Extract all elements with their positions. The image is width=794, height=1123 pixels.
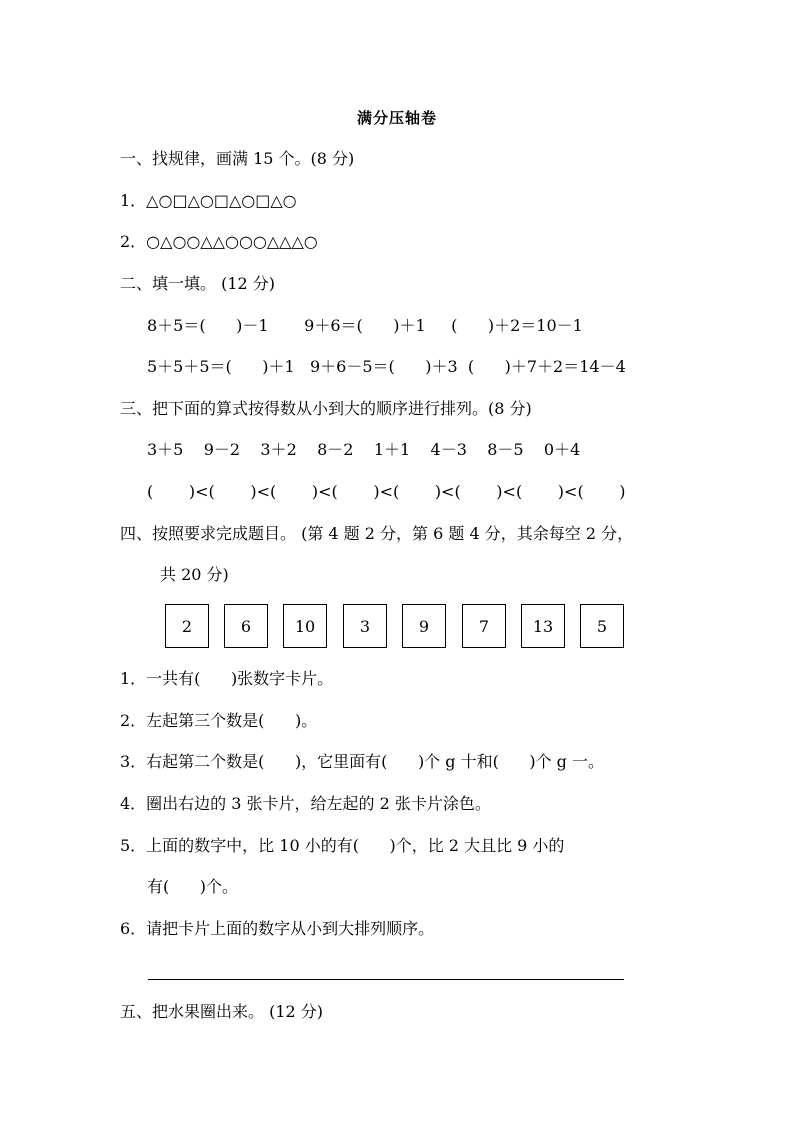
- number-card: 6: [224, 604, 268, 648]
- section1-heading: 一、找规律，画满 15 个。(8 分): [120, 149, 355, 168]
- section3-heading: 三、把下面的算式按得数从小到大的顺序进行排列。(8 分): [120, 399, 532, 418]
- section4-heading: 四、按照要求完成题目。 (第 4 题 2 分，第 6 题 4 分，其余每空 2 分，: [120, 524, 634, 543]
- answer-line: [148, 979, 624, 980]
- section5-heading: 五、把水果圈出来。 (12 分): [120, 1002, 324, 1021]
- section4-heading-continued: 共 20 分): [160, 565, 229, 584]
- section4-question-5: 5．上面的数字中，比 10 小的有( )个，比 2 大且比 9 小的: [120, 836, 565, 855]
- number-card: 10: [283, 604, 327, 648]
- page-title: 满分压轴卷: [356, 109, 437, 127]
- number-card: 7: [462, 604, 506, 648]
- section1-question-2: 2．○△○○△△○○○△△△○: [120, 232, 318, 251]
- section4-question-6: 6．请把卡片上面的数字从小到大排列顺序。: [120, 919, 435, 938]
- section4-question-1: 1．一共有( )张数字卡片。: [120, 669, 334, 688]
- number-card: 9: [402, 604, 446, 648]
- section2-row-2: 5＋5＋5＝( )＋1 9＋6－5＝( )＋3 ( )＋7＋2＝14－4: [147, 357, 626, 376]
- number-card: 3: [343, 604, 387, 648]
- number-card: 5: [580, 604, 624, 648]
- section3-order-blanks: ( )<( )<( )<( )<( )<( )<( )<( ): [147, 482, 626, 501]
- section4-question-5-continued: 有( )个。: [147, 877, 239, 896]
- section2-row-1: 8＋5＝( )－1 9＋6＝( )＋1 ( )＋2＝10－1: [147, 316, 583, 335]
- section4-question-4: 4．圈出右边的 3 张卡片，给左起的 2 张卡片涂色。: [120, 794, 491, 813]
- number-card: 2: [165, 604, 209, 648]
- section2-heading: 二、填一填。 (12 分): [120, 274, 276, 293]
- section4-question-3: 3．右起第二个数是( )，它里面有( )个 g 十和( )个 g 一。: [120, 752, 605, 771]
- section1-question-1: 1．△○□△○□△○□△○: [120, 191, 297, 210]
- section4-question-2: 2．左起第三个数是( )。: [120, 711, 318, 730]
- number-card: 13: [521, 604, 565, 648]
- section3-expressions: 3＋5 9－2 3＋2 8－2 1＋1 4－3 8－5 0＋4: [147, 440, 581, 459]
